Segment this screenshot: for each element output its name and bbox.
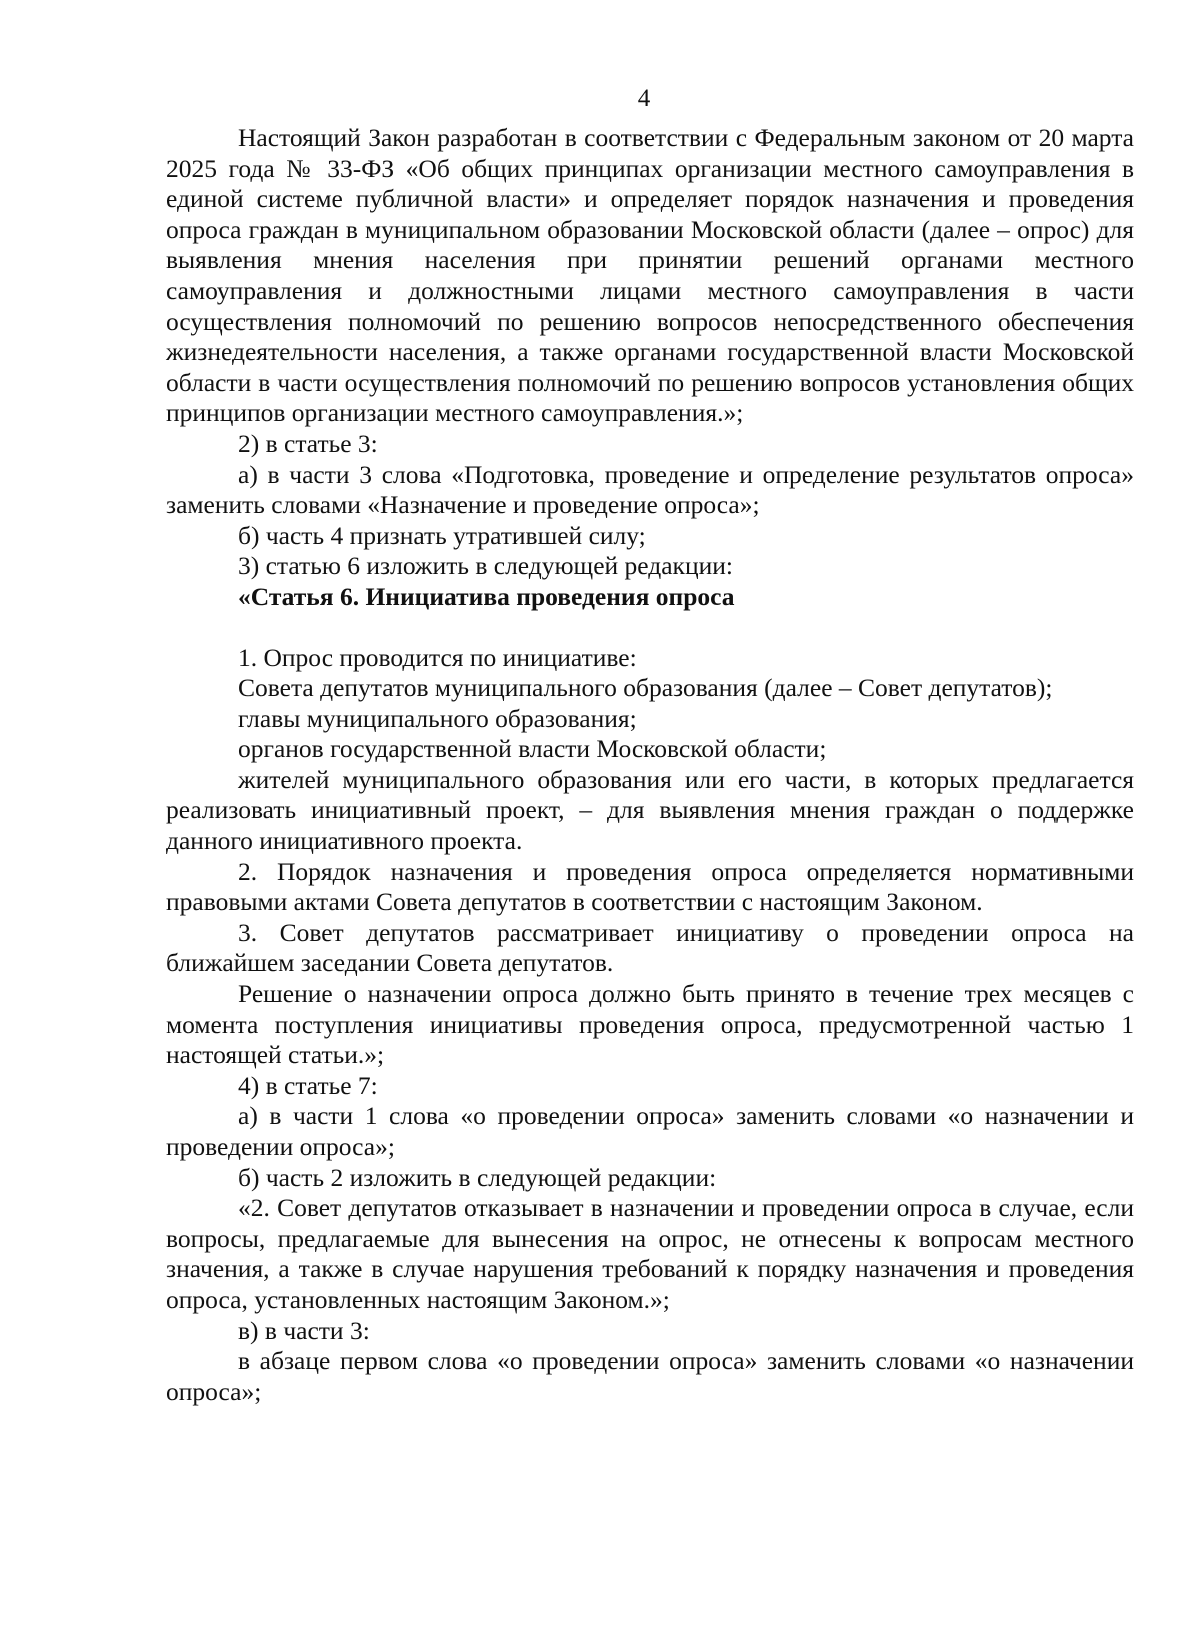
paragraph-article-7-part-2: «2. Совет депутатов отказывает в назначении и проведении опроса в случае, если вопросы, предлагаемые для вынесения на опрос, не отнесены к вопросам местного значения, а также в случае нарушения требований к порядку назначения и проведения опроса, установленных настоящим Законом.»; bbox=[166, 1193, 1134, 1314]
paragraph-article-6-intro: 3) статью 6 изложить в следующей редакции: bbox=[238, 551, 733, 581]
paragraph-article-7-b: б) часть 2 изложить в следующей редакции: bbox=[238, 1162, 717, 1192]
paragraph-article-7-c-first: в абзаце первом слова «о проведении опроса» заменить словами «о назначении опроса»; bbox=[166, 1346, 1134, 1406]
paragraph-article-7-intro: 4) в статье 7: bbox=[238, 1070, 378, 1100]
paragraph-article-6-part-2: 2. Порядок назначения и проведения опроса определяется нормативными правовыми актами Совета депутатов в соответствии с настоящим Законом. bbox=[166, 856, 1134, 917]
paragraph-article-7-c: в) в части 3: bbox=[238, 1315, 370, 1345]
paragraph-initiator-residents: жителей муниципального образования или его части, в которых предлагается реализовать инициативный проект, – для выявления мнения граждан о поддержке данного инициативного проекта. bbox=[166, 764, 1134, 856]
paragraph-article-3-intro: 2) в статье 3: bbox=[238, 428, 378, 458]
paragraph-decision-deadline: Решение о назначении опроса должно быть принято в течение трех месяцев с момента поступления инициативы проведения опроса, предусмотренной частью 1 настоящей статьи.»; bbox=[166, 979, 1134, 1070]
paragraph-article-3-b: б) часть 4 признать утратившей силу; bbox=[238, 520, 646, 550]
article-6-heading: «Статья 6. Инициатива проведения опроса bbox=[238, 581, 735, 611]
document-body bbox=[166, 123, 1134, 1407]
paragraph-article-6-part-1: 1. Опрос проводится по инициативе: bbox=[238, 642, 637, 672]
paragraph-article-7-a: а) в части 1 слова «о проведении опроса» заменить словами «о назначении и проведении опроса»; bbox=[166, 1101, 1134, 1161]
paragraph-article-6-part-3: 3. Совет депутатов рассматривает инициативу о проведении опроса на ближайшем заседании Совета депутатов. bbox=[166, 917, 1134, 978]
paragraph-initiator-head: главы муниципального образования; bbox=[238, 703, 637, 733]
paragraph-article-3-a: а) в части 3 слова «Подготовка, проведение и определение результатов опроса» заменить словами «Назначение и проведение опроса»; bbox=[166, 459, 1134, 520]
page-number: 4 bbox=[637, 85, 651, 112]
paragraph-law-purpose: Настоящий Закон разработан в соответствии с Федеральным законом от 20 марта 2025 года № 33-ФЗ «Об общих принципах организации местного самоуправления в единой системе публичной власти» и определяет порядок назначения и проведения опроса граждан в муниципальном образовании Московской области (далее – опрос) для выявления мнения населения при принятии решений органами местного самоуправления и должностными лицами местного самоуправления в части осуществления полномочий по решению вопросов непосредственного обеспечения жизнедеятельности населения, а также органами государственной власти Московской области в части осуществления полномочий по решению вопросов установления общих принципов организации местного самоуправления.»; bbox=[166, 123, 1134, 428]
paragraph-initiator-council: Совета депутатов муниципального образования (далее – Совет депутатов); bbox=[238, 673, 1053, 703]
paragraph-initiator-state-bodies: органов государственной власти Московской области; bbox=[238, 734, 827, 764]
